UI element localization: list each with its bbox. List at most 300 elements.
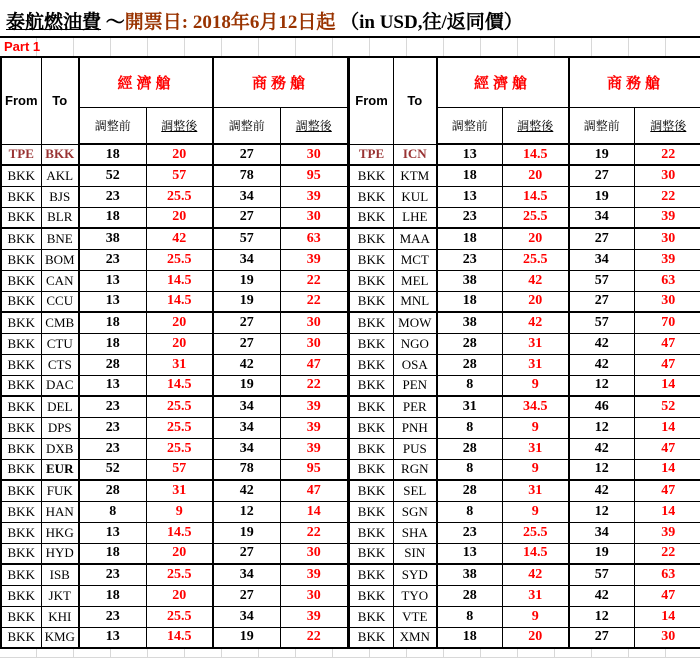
header-business-class: 商務艙: [569, 57, 700, 107]
business-before-cell: 34: [569, 207, 635, 228]
fare-row: [350, 522, 700, 543]
fare-row: [350, 501, 700, 522]
business-after-cell: 39: [280, 438, 348, 459]
from-cell: BKK: [1, 165, 41, 186]
to-cell: ISB: [41, 564, 79, 585]
economy-before-cell: 18: [79, 333, 146, 354]
to-cell: JKT: [41, 585, 79, 606]
header-business-class: 商務艙: [213, 57, 348, 107]
business-after-cell: 30: [635, 627, 700, 648]
business-before-cell: 12: [213, 501, 280, 522]
fare-table-left: [0, 56, 349, 649]
to-cell: DAC: [41, 375, 79, 396]
from-cell: BKK: [1, 522, 41, 543]
from-cell: BKK: [1, 459, 41, 480]
fare-row: [350, 480, 700, 501]
economy-after-cell: 9: [503, 417, 569, 438]
business-after-cell: 22: [280, 270, 348, 291]
economy-before-cell: 28: [437, 438, 503, 459]
business-before-cell: 42: [569, 480, 635, 501]
fare-row: [1, 543, 348, 564]
economy-before-cell: 13: [437, 186, 503, 207]
business-after-cell: 30: [280, 333, 348, 354]
header-row-class: [350, 57, 700, 107]
from-cell: BKK: [350, 543, 394, 564]
header-business-after: 調整後: [280, 107, 348, 144]
economy-after-cell: 20: [146, 585, 213, 606]
to-cell: TYO: [394, 585, 437, 606]
from-cell: BKK: [1, 228, 41, 249]
to-cell: KTM: [394, 165, 437, 186]
economy-before-cell: 52: [79, 459, 146, 480]
to-cell: MEL: [394, 270, 437, 291]
from-cell: BKK: [350, 228, 394, 249]
from-cell: BKK: [350, 249, 394, 270]
fare-row: [350, 459, 700, 480]
from-cell: BKK: [350, 564, 394, 585]
from-cell: BKK: [350, 501, 394, 522]
business-after-cell: 39: [635, 249, 700, 270]
business-before-cell: 27: [569, 228, 635, 249]
economy-before-cell: 13: [437, 144, 503, 165]
fare-row: [350, 627, 700, 648]
economy-after-cell: 20: [146, 543, 213, 564]
business-after-cell: 30: [635, 291, 700, 312]
business-before-cell: 42: [569, 354, 635, 375]
part-band: [0, 36, 700, 56]
business-after-cell: 14: [635, 417, 700, 438]
from-cell: BKK: [1, 249, 41, 270]
economy-after-cell: 20: [503, 291, 569, 312]
business-after-cell: 39: [280, 186, 348, 207]
fare-row: [1, 501, 348, 522]
header-to: To: [41, 57, 79, 144]
economy-after-cell: 20: [146, 144, 213, 165]
part-label: Part 1: [4, 39, 41, 54]
header-from: From: [1, 57, 41, 144]
business-after-cell: 39: [635, 522, 700, 543]
economy-before-cell: 13: [437, 543, 503, 564]
fare-row: [1, 417, 348, 438]
from-cell: BKK: [1, 564, 41, 585]
to-cell: BLR: [41, 207, 79, 228]
fare-row: [350, 186, 700, 207]
header-to: To: [394, 57, 437, 144]
title-separator: ～: [101, 12, 125, 33]
from-cell: BKK: [350, 585, 394, 606]
fare-row: [350, 270, 700, 291]
business-before-cell: 19: [569, 144, 635, 165]
economy-after-cell: 14.5: [146, 627, 213, 648]
fare-row: [350, 228, 700, 249]
header-business-after: 調整後: [635, 107, 700, 144]
business-before-cell: 19: [213, 627, 280, 648]
business-before-cell: 57: [213, 228, 280, 249]
fare-row: [1, 270, 348, 291]
economy-after-cell: 14.5: [503, 144, 569, 165]
business-after-cell: 63: [635, 564, 700, 585]
to-cell: KHI: [41, 606, 79, 627]
from-cell: BKK: [350, 627, 394, 648]
to-cell: HYD: [41, 543, 79, 564]
header-economy-after: 調整後: [146, 107, 213, 144]
economy-after-cell: 42: [146, 228, 213, 249]
business-after-cell: 47: [635, 585, 700, 606]
to-cell: HKG: [41, 522, 79, 543]
economy-before-cell: 28: [437, 354, 503, 375]
to-cell: DXB: [41, 438, 79, 459]
business-before-cell: 34: [569, 522, 635, 543]
from-cell: BKK: [350, 606, 394, 627]
fare-row: [350, 543, 700, 564]
business-before-cell: 34: [569, 249, 635, 270]
economy-after-cell: 31: [503, 480, 569, 501]
fare-row: [1, 585, 348, 606]
economy-before-cell: 23: [79, 417, 146, 438]
economy-after-cell: 14.5: [503, 186, 569, 207]
business-before-cell: 34: [213, 396, 280, 417]
from-cell: BKK: [1, 585, 41, 606]
economy-after-cell: 25.5: [146, 186, 213, 207]
from-cell: BKK: [1, 270, 41, 291]
from-cell: BKK: [1, 438, 41, 459]
economy-before-cell: 23: [79, 396, 146, 417]
economy-before-cell: 13: [79, 375, 146, 396]
business-after-cell: 14: [635, 501, 700, 522]
header-economy-class: 經濟艙: [79, 57, 213, 107]
business-after-cell: 47: [280, 354, 348, 375]
to-cell: CAN: [41, 270, 79, 291]
economy-before-cell: 8: [437, 417, 503, 438]
business-before-cell: 34: [213, 249, 280, 270]
fare-row: [1, 354, 348, 375]
business-after-cell: 39: [280, 417, 348, 438]
business-after-cell: 22: [280, 375, 348, 396]
fare-row: [1, 375, 348, 396]
business-before-cell: 34: [213, 186, 280, 207]
business-after-cell: 39: [635, 207, 700, 228]
header-economy-before: 調整前: [437, 107, 503, 144]
economy-before-cell: 28: [79, 354, 146, 375]
from-cell: BKK: [1, 606, 41, 627]
to-cell: CTU: [41, 333, 79, 354]
business-after-cell: 30: [280, 543, 348, 564]
business-after-cell: 14: [635, 375, 700, 396]
fare-row: [1, 396, 348, 417]
economy-after-cell: 25.5: [146, 606, 213, 627]
economy-before-cell: 18: [79, 312, 146, 333]
economy-after-cell: 20: [503, 228, 569, 249]
business-before-cell: 19: [569, 186, 635, 207]
to-cell: XMN: [394, 627, 437, 648]
from-cell: BKK: [350, 480, 394, 501]
economy-after-cell: 25.5: [146, 438, 213, 459]
to-cell: MAA: [394, 228, 437, 249]
to-cell: SIN: [394, 543, 437, 564]
economy-before-cell: 28: [437, 480, 503, 501]
from-cell: BKK: [350, 522, 394, 543]
from-cell: BKK: [350, 312, 394, 333]
business-after-cell: 95: [280, 165, 348, 186]
economy-before-cell: 23: [79, 186, 146, 207]
economy-before-cell: 23: [437, 207, 503, 228]
to-cell: PEN: [394, 375, 437, 396]
economy-after-cell: 25.5: [146, 564, 213, 585]
from-cell: BKK: [350, 291, 394, 312]
economy-before-cell: 13: [79, 522, 146, 543]
to-cell: DEL: [41, 396, 79, 417]
to-cell: BKK: [41, 144, 79, 165]
fare-row: [1, 564, 348, 585]
business-before-cell: 42: [213, 480, 280, 501]
business-after-cell: 14: [635, 606, 700, 627]
fare-row: [350, 312, 700, 333]
to-cell: SGN: [394, 501, 437, 522]
economy-after-cell: 9: [503, 375, 569, 396]
business-before-cell: 34: [213, 417, 280, 438]
economy-after-cell: 31: [146, 480, 213, 501]
economy-after-cell: 9: [503, 606, 569, 627]
business-before-cell: 42: [569, 585, 635, 606]
business-after-cell: 22: [635, 543, 700, 564]
to-cell: VTE: [394, 606, 437, 627]
to-cell: PER: [394, 396, 437, 417]
fare-row: [1, 228, 348, 249]
business-before-cell: 42: [213, 354, 280, 375]
business-before-cell: 27: [213, 312, 280, 333]
fare-row: [1, 438, 348, 459]
from-cell: BKK: [1, 417, 41, 438]
fare-row: [1, 144, 348, 165]
economy-before-cell: 8: [437, 375, 503, 396]
fare-table-right: [349, 56, 700, 649]
to-cell: DPS: [41, 417, 79, 438]
business-before-cell: 27: [569, 165, 635, 186]
economy-before-cell: 8: [437, 606, 503, 627]
from-cell: BKK: [1, 354, 41, 375]
to-cell: SHA: [394, 522, 437, 543]
business-before-cell: 57: [569, 312, 635, 333]
fare-row: [1, 312, 348, 333]
economy-before-cell: 28: [437, 333, 503, 354]
business-after-cell: 30: [635, 165, 700, 186]
title-ticketing-date: 開票日: 2018年6月12日起: [124, 12, 336, 33]
fare-row: [350, 354, 700, 375]
economy-before-cell: 28: [437, 585, 503, 606]
from-cell: TPE: [350, 144, 394, 165]
business-before-cell: 27: [213, 207, 280, 228]
from-cell: BKK: [350, 417, 394, 438]
economy-before-cell: 52: [79, 165, 146, 186]
economy-after-cell: 20: [503, 627, 569, 648]
business-after-cell: 22: [280, 522, 348, 543]
to-cell: NGO: [394, 333, 437, 354]
business-before-cell: 12: [569, 375, 635, 396]
economy-before-cell: 18: [79, 543, 146, 564]
economy-before-cell: 23: [437, 522, 503, 543]
to-cell: BNE: [41, 228, 79, 249]
to-cell: CTS: [41, 354, 79, 375]
economy-before-cell: 38: [437, 312, 503, 333]
economy-after-cell: 25.5: [503, 249, 569, 270]
business-before-cell: 27: [569, 627, 635, 648]
fare-row: [350, 438, 700, 459]
economy-after-cell: 20: [146, 207, 213, 228]
fare-row: [1, 522, 348, 543]
economy-after-cell: 42: [503, 564, 569, 585]
from-cell: BKK: [350, 186, 394, 207]
to-cell: MOW: [394, 312, 437, 333]
business-before-cell: 27: [213, 585, 280, 606]
to-cell: RGN: [394, 459, 437, 480]
economy-after-cell: 14.5: [503, 543, 569, 564]
fare-row: [1, 333, 348, 354]
economy-after-cell: 25.5: [146, 396, 213, 417]
title-airline-fee: 泰航燃油費: [6, 12, 102, 33]
business-before-cell: 19: [213, 270, 280, 291]
header-business-before: 調整前: [213, 107, 280, 144]
business-after-cell: 22: [635, 144, 700, 165]
economy-after-cell: 31: [503, 438, 569, 459]
from-cell: BKK: [350, 270, 394, 291]
economy-after-cell: 20: [503, 165, 569, 186]
business-before-cell: 19: [213, 375, 280, 396]
business-after-cell: 39: [280, 606, 348, 627]
business-before-cell: 27: [213, 543, 280, 564]
business-after-cell: 47: [635, 354, 700, 375]
economy-after-cell: 31: [503, 333, 569, 354]
business-after-cell: 30: [280, 585, 348, 606]
from-cell: TPE: [1, 144, 41, 165]
economy-before-cell: 13: [79, 627, 146, 648]
business-after-cell: 47: [280, 480, 348, 501]
from-cell: BKK: [350, 333, 394, 354]
from-cell: BKK: [350, 165, 394, 186]
from-cell: BKK: [350, 354, 394, 375]
business-before-cell: 78: [213, 165, 280, 186]
business-after-cell: 14: [635, 459, 700, 480]
fare-row: [1, 249, 348, 270]
from-cell: BKK: [1, 627, 41, 648]
to-cell: BJS: [41, 186, 79, 207]
fare-row: [1, 165, 348, 186]
economy-before-cell: 18: [79, 144, 146, 165]
business-before-cell: 19: [213, 291, 280, 312]
from-cell: BKK: [1, 375, 41, 396]
economy-after-cell: 25.5: [146, 249, 213, 270]
fare-row: [350, 396, 700, 417]
fare-row: [350, 375, 700, 396]
economy-before-cell: 18: [437, 228, 503, 249]
business-after-cell: 22: [280, 627, 348, 648]
business-before-cell: 12: [569, 459, 635, 480]
from-cell: BKK: [350, 459, 394, 480]
from-cell: BKK: [1, 186, 41, 207]
fare-row: [350, 165, 700, 186]
economy-after-cell: 57: [146, 165, 213, 186]
from-cell: BKK: [1, 480, 41, 501]
from-cell: BKK: [350, 438, 394, 459]
business-after-cell: 70: [635, 312, 700, 333]
fare-row: [1, 186, 348, 207]
business-before-cell: 12: [569, 417, 635, 438]
economy-after-cell: 9: [503, 459, 569, 480]
economy-after-cell: 42: [503, 270, 569, 291]
business-after-cell: 30: [280, 207, 348, 228]
from-cell: BKK: [1, 207, 41, 228]
economy-after-cell: 31: [146, 354, 213, 375]
fare-row: [350, 585, 700, 606]
economy-before-cell: 8: [79, 501, 146, 522]
fare-row: [1, 459, 348, 480]
economy-before-cell: 31: [437, 396, 503, 417]
to-cell: MCT: [394, 249, 437, 270]
to-cell: OSA: [394, 354, 437, 375]
business-after-cell: 39: [280, 396, 348, 417]
from-cell: BKK: [1, 333, 41, 354]
economy-before-cell: 23: [79, 564, 146, 585]
fare-row: [350, 291, 700, 312]
to-cell: CCU: [41, 291, 79, 312]
economy-before-cell: 23: [79, 606, 146, 627]
business-before-cell: 19: [569, 543, 635, 564]
from-cell: BKK: [350, 396, 394, 417]
business-after-cell: 22: [635, 186, 700, 207]
to-cell: PNH: [394, 417, 437, 438]
economy-after-cell: 20: [146, 333, 213, 354]
header-economy-after: 調整後: [503, 107, 569, 144]
business-after-cell: 22: [280, 291, 348, 312]
business-before-cell: 42: [569, 438, 635, 459]
business-after-cell: 63: [280, 228, 348, 249]
page-title: [0, 0, 700, 36]
business-after-cell: 95: [280, 459, 348, 480]
business-before-cell: 12: [569, 501, 635, 522]
economy-before-cell: 18: [79, 207, 146, 228]
economy-before-cell: 38: [437, 564, 503, 585]
economy-before-cell: 18: [437, 627, 503, 648]
to-cell: SEL: [394, 480, 437, 501]
business-before-cell: 34: [213, 438, 280, 459]
economy-before-cell: 18: [79, 585, 146, 606]
fare-tables: [0, 56, 700, 647]
economy-before-cell: 8: [437, 459, 503, 480]
economy-after-cell: 20: [146, 312, 213, 333]
fare-row: [1, 627, 348, 648]
fare-row: [350, 144, 700, 165]
fare-row: [350, 417, 700, 438]
fare-row: [350, 564, 700, 585]
business-after-cell: 63: [635, 270, 700, 291]
to-cell: ICN: [394, 144, 437, 165]
to-cell: PUS: [394, 438, 437, 459]
economy-before-cell: 18: [437, 165, 503, 186]
business-after-cell: 30: [635, 228, 700, 249]
business-before-cell: 27: [569, 291, 635, 312]
economy-after-cell: 34.5: [503, 396, 569, 417]
header-business-before: 調整前: [569, 107, 635, 144]
business-after-cell: 30: [280, 144, 348, 165]
from-cell: BKK: [1, 543, 41, 564]
economy-after-cell: 14.5: [146, 270, 213, 291]
economy-before-cell: 18: [437, 291, 503, 312]
to-cell: FUK: [41, 480, 79, 501]
fare-row: [1, 480, 348, 501]
economy-after-cell: 31: [503, 585, 569, 606]
economy-before-cell: 38: [79, 228, 146, 249]
economy-after-cell: 9: [503, 501, 569, 522]
to-cell: BOM: [41, 249, 79, 270]
